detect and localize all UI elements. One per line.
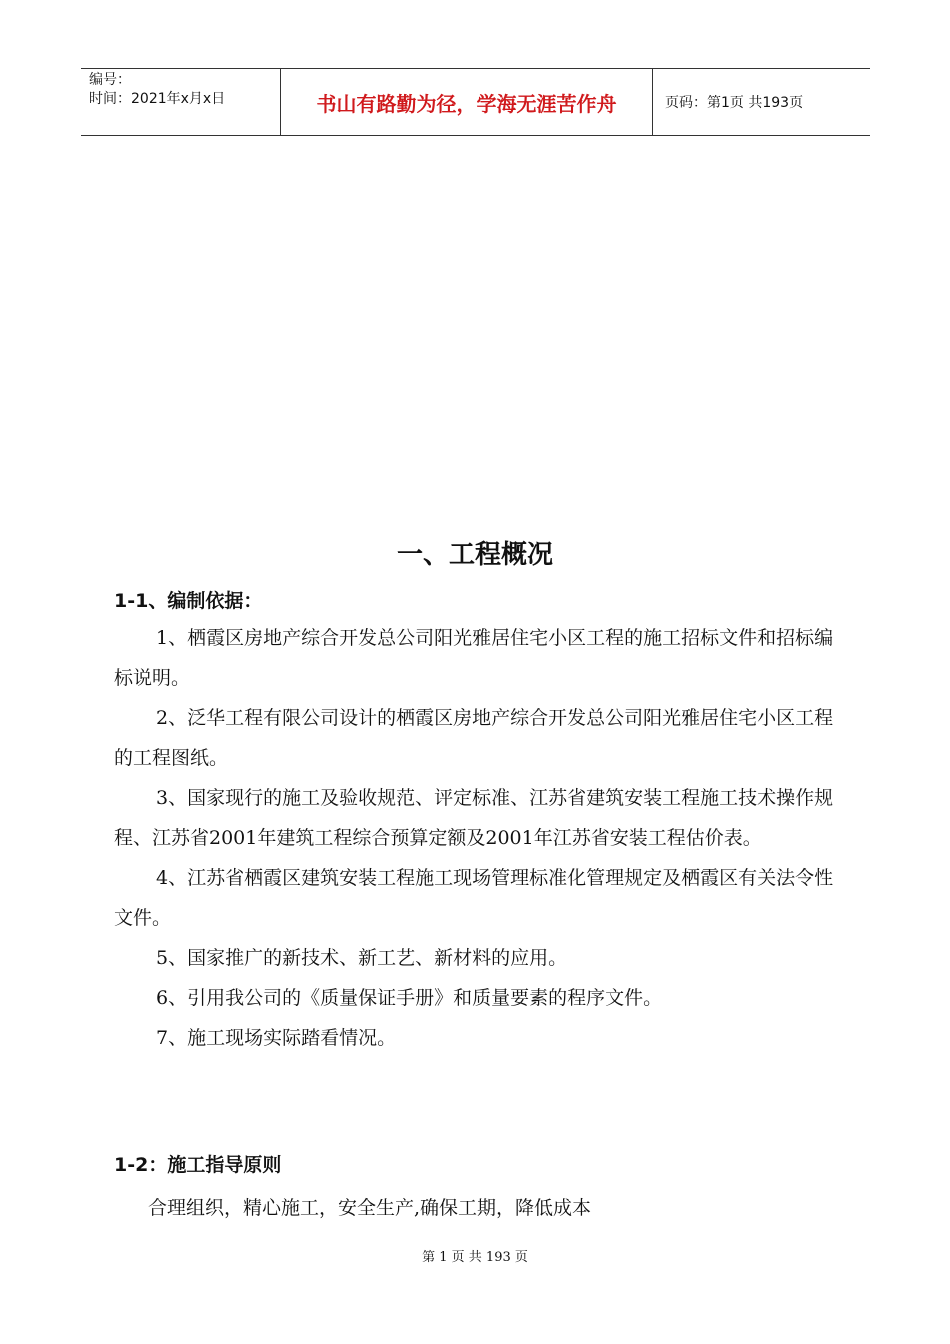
header-page-info: 页码：第1页 共193页 bbox=[665, 95, 804, 111]
list-item: 3、国家现行的施工及验收规范、评定标准、江苏省建筑安装工程施工技术操作规程、江苏省2001年建筑工程综合预算定额及2001年江苏省安装工程估价表。 bbox=[114, 787, 834, 849]
chapter-title: 一、工程概况 bbox=[396, 540, 553, 570]
basis-list bbox=[114, 618, 840, 1058]
header-motto: 书山有路勤为径，学海无涯苦作舟 bbox=[281, 69, 653, 135]
list-item: 4、江苏省栖霞区建筑安装工程施工现场管理标准化管理规定及栖霞区有关法令性文件。 bbox=[114, 867, 834, 929]
principles-text: 合理组织，精心施工，安全生产,确保工期，降低成本 bbox=[148, 1197, 592, 1219]
list-item: 6、引用我公司的《质量保证手册》和质量要素的程序文件。 bbox=[156, 987, 663, 1009]
list-item: 7、施工现场实际踏看情况。 bbox=[156, 1027, 397, 1049]
document-number-label: 编号： bbox=[89, 72, 131, 88]
list-item: 2、泛华工程有限公司设计的栖霞区房地产综合开发总公司阳光雅居住宅小区工程的工程图纸。 bbox=[114, 707, 834, 769]
document-time-label: 时间：2021年x月x日 bbox=[89, 91, 226, 107]
page-header bbox=[81, 68, 870, 136]
list-item: 1、栖霞区房地产综合开发总公司阳光雅居住宅小区工程的施工招标文件和招标编标说明。 bbox=[114, 627, 834, 689]
page-footer: 第 1 页 共 193 页 bbox=[422, 1250, 528, 1265]
section-heading-principles: 1-2：施工指导原则 bbox=[114, 1154, 282, 1176]
section-heading-basis: 1-1、编制依据： bbox=[114, 590, 263, 612]
header-meta-cell bbox=[81, 69, 281, 135]
list-item: 5、国家推广的新技术、新工艺、新材料的应用。 bbox=[156, 947, 568, 969]
